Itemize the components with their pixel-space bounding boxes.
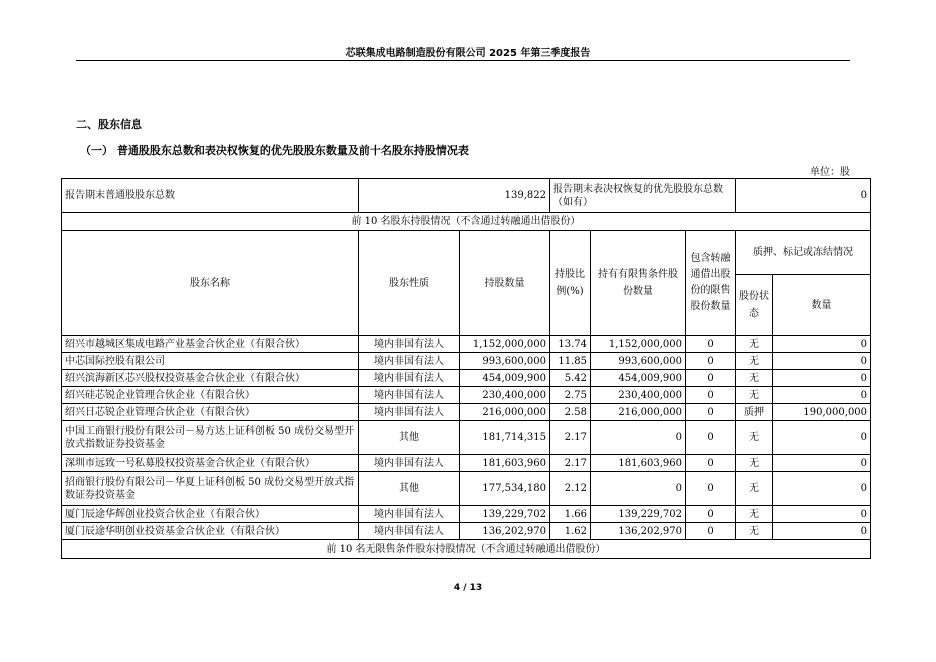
cell-qty: 0: [773, 455, 871, 472]
table-row: [62, 523, 871, 540]
report-header: 芯联集成电路制造股份有限公司 2025 年第三季度报告: [345, 48, 591, 59]
cell-shares: 1,152,000,000: [460, 336, 550, 353]
col-header-restricted: 持有有限售条件股份数量: [591, 231, 686, 336]
cell-lent: 0: [686, 387, 736, 404]
table-row: [62, 455, 871, 472]
cell-type: 境内非国有法人: [359, 336, 460, 353]
cell-type: 境内非国有法人: [359, 404, 460, 421]
cell-lent: 0: [686, 404, 736, 421]
col-header-pledge: 质押、标记或冻结情况: [736, 231, 871, 275]
cell-lent: 0: [686, 455, 736, 472]
cell-name: 绍兴日芯锐企业管理合伙企业（有限合伙）: [62, 404, 359, 421]
total-holders-label: 报告期末普通股股东总数: [62, 179, 359, 213]
cell-status: 无: [736, 421, 773, 455]
cell-qty: 0: [773, 472, 871, 506]
cell-name: 绍兴滨海新区芯兴股权投资基金合伙企业（有限合伙）: [62, 370, 359, 387]
cell-pct: 5.42: [550, 370, 591, 387]
table-row: [62, 353, 871, 370]
cell-pct: 2.17: [550, 455, 591, 472]
table-row: [62, 506, 871, 523]
caption-row: [62, 540, 871, 559]
cell-restricted: 0: [591, 421, 686, 455]
unrestricted-caption: 前 10 名无限售条件股东持股情况（不含通过转融通出借股份）: [62, 540, 871, 559]
cell-qty: 0: [773, 523, 871, 540]
col-header-pct: 持股比例(%): [550, 231, 591, 336]
header-row-1: [62, 231, 871, 275]
cell-restricted: 216,000,000: [591, 404, 686, 421]
cell-qty: 0: [773, 421, 871, 455]
cell-name: 绍兴硅芯锐企业管理合伙企业（有限合伙）: [62, 387, 359, 404]
cell-name: 招商银行股份有限公司－华夏上证科创板 50 成份交易型开放式指数证券投资基金: [62, 472, 359, 506]
preferred-holders-label: 报告期末表决权恢复的优先股股东总数（如有）: [550, 179, 736, 213]
cell-shares: 136,202,970: [460, 523, 550, 540]
cell-status: 无: [736, 370, 773, 387]
cell-pct: 11.85: [550, 353, 591, 370]
cell-qty: 0: [773, 387, 871, 404]
cell-status: 无: [736, 336, 773, 353]
top10-caption: 前 10 名股东持股情况（不含通过转融通出借股份）: [62, 213, 871, 231]
col-header-type: 股东性质: [359, 231, 460, 336]
unit-label: 单位：股: [810, 167, 850, 178]
cell-name: 厦门辰途华明创业投资基金合伙企业（有限合伙）: [62, 523, 359, 540]
col-header-qty: 数量: [773, 275, 871, 336]
page-number: 4 / 13: [453, 583, 483, 593]
cell-type: 其他: [359, 472, 460, 506]
preferred-holders-value: 0: [736, 179, 871, 213]
header-divider: [76, 60, 850, 61]
cell-pct: 2.17: [550, 421, 591, 455]
cell-shares: 139,229,702: [460, 506, 550, 523]
caption-row: [62, 213, 871, 231]
cell-restricted: 0: [591, 472, 686, 506]
total-holders-value: 139,822: [359, 179, 550, 213]
cell-lent: 0: [686, 370, 736, 387]
cell-pct: 1.66: [550, 506, 591, 523]
cell-type: 境内非国有法人: [359, 353, 460, 370]
cell-pct: 1.62: [550, 523, 591, 540]
cell-pct: 2.75: [550, 387, 591, 404]
cell-shares: 177,534,180: [460, 472, 550, 506]
cell-name: 深圳市远致一号私募股权投资基金合伙企业（有限合伙）: [62, 455, 359, 472]
cell-restricted: 993,600,000: [591, 353, 686, 370]
summary-row: [62, 179, 871, 213]
cell-lent: 0: [686, 523, 736, 540]
cell-restricted: 139,229,702: [591, 506, 686, 523]
cell-restricted: 454,009,900: [591, 370, 686, 387]
col-header-status: 股份状态: [736, 275, 773, 336]
cell-lent: 0: [686, 421, 736, 455]
cell-shares: 230,400,000: [460, 387, 550, 404]
cell-pct: 2.58: [550, 404, 591, 421]
cell-type: 其他: [359, 421, 460, 455]
cell-pct: 2.12: [550, 472, 591, 506]
cell-restricted: 1,152,000,000: [591, 336, 686, 353]
table-row: [62, 370, 871, 387]
cell-status: 无: [736, 455, 773, 472]
cell-status: 无: [736, 387, 773, 404]
cell-shares: 181,603,960: [460, 455, 550, 472]
cell-name: 厦门辰途华辉创业投资合伙企业（有限合伙）: [62, 506, 359, 523]
cell-shares: 993,600,000: [460, 353, 550, 370]
cell-qty: 0: [773, 370, 871, 387]
cell-type: 境内非国有法人: [359, 523, 460, 540]
cell-name: 中芯国际控股有限公司: [62, 353, 359, 370]
cell-status: 无: [736, 472, 773, 506]
cell-restricted: 230,400,000: [591, 387, 686, 404]
col-header-shares: 持股数量: [460, 231, 550, 336]
cell-restricted: 181,603,960: [591, 455, 686, 472]
cell-status: 无: [736, 523, 773, 540]
cell-shares: 216,000,000: [460, 404, 550, 421]
cell-qty: 0: [773, 336, 871, 353]
cell-status: 无: [736, 506, 773, 523]
table-row: [62, 387, 871, 404]
cell-lent: 0: [686, 353, 736, 370]
table-row: [62, 404, 871, 421]
table-row: [62, 472, 871, 506]
cell-restricted: 136,202,970: [591, 523, 686, 540]
cell-name: 绍兴市越城区集成电路产业基金合伙企业（有限合伙）: [62, 336, 359, 353]
cell-shares: 454,009,900: [460, 370, 550, 387]
cell-type: 境内非国有法人: [359, 370, 460, 387]
cell-pct: 13.74: [550, 336, 591, 353]
cell-qty: 0: [773, 506, 871, 523]
cell-lent: 0: [686, 506, 736, 523]
cell-type: 境内非国有法人: [359, 455, 460, 472]
table-row: [62, 336, 871, 353]
cell-status: 质押: [736, 404, 773, 421]
subsection-title: （一） 普通股股东总数和表决权恢复的优先股股东数量及前十名股东持股情况表: [80, 144, 469, 157]
cell-status: 无: [736, 353, 773, 370]
cell-qty: 190,000,000: [773, 404, 871, 421]
cell-lent: 0: [686, 336, 736, 353]
cell-shares: 181,714,315: [460, 421, 550, 455]
shareholder-table: [61, 178, 871, 559]
cell-lent: 0: [686, 472, 736, 506]
col-header-lent: 包含转融通借出股份的限售股份数量: [686, 231, 736, 336]
col-header-name: 股东名称: [62, 231, 359, 336]
cell-qty: 0: [773, 353, 871, 370]
cell-type: 境内非国有法人: [359, 387, 460, 404]
section-title: 二、股东信息: [76, 118, 142, 131]
cell-name: 中国工商银行股份有限公司－易方达上证科创板 50 成份交易型开放式指数证券投资基金: [62, 421, 359, 455]
table-row: [62, 421, 871, 455]
cell-type: 境内非国有法人: [359, 506, 460, 523]
